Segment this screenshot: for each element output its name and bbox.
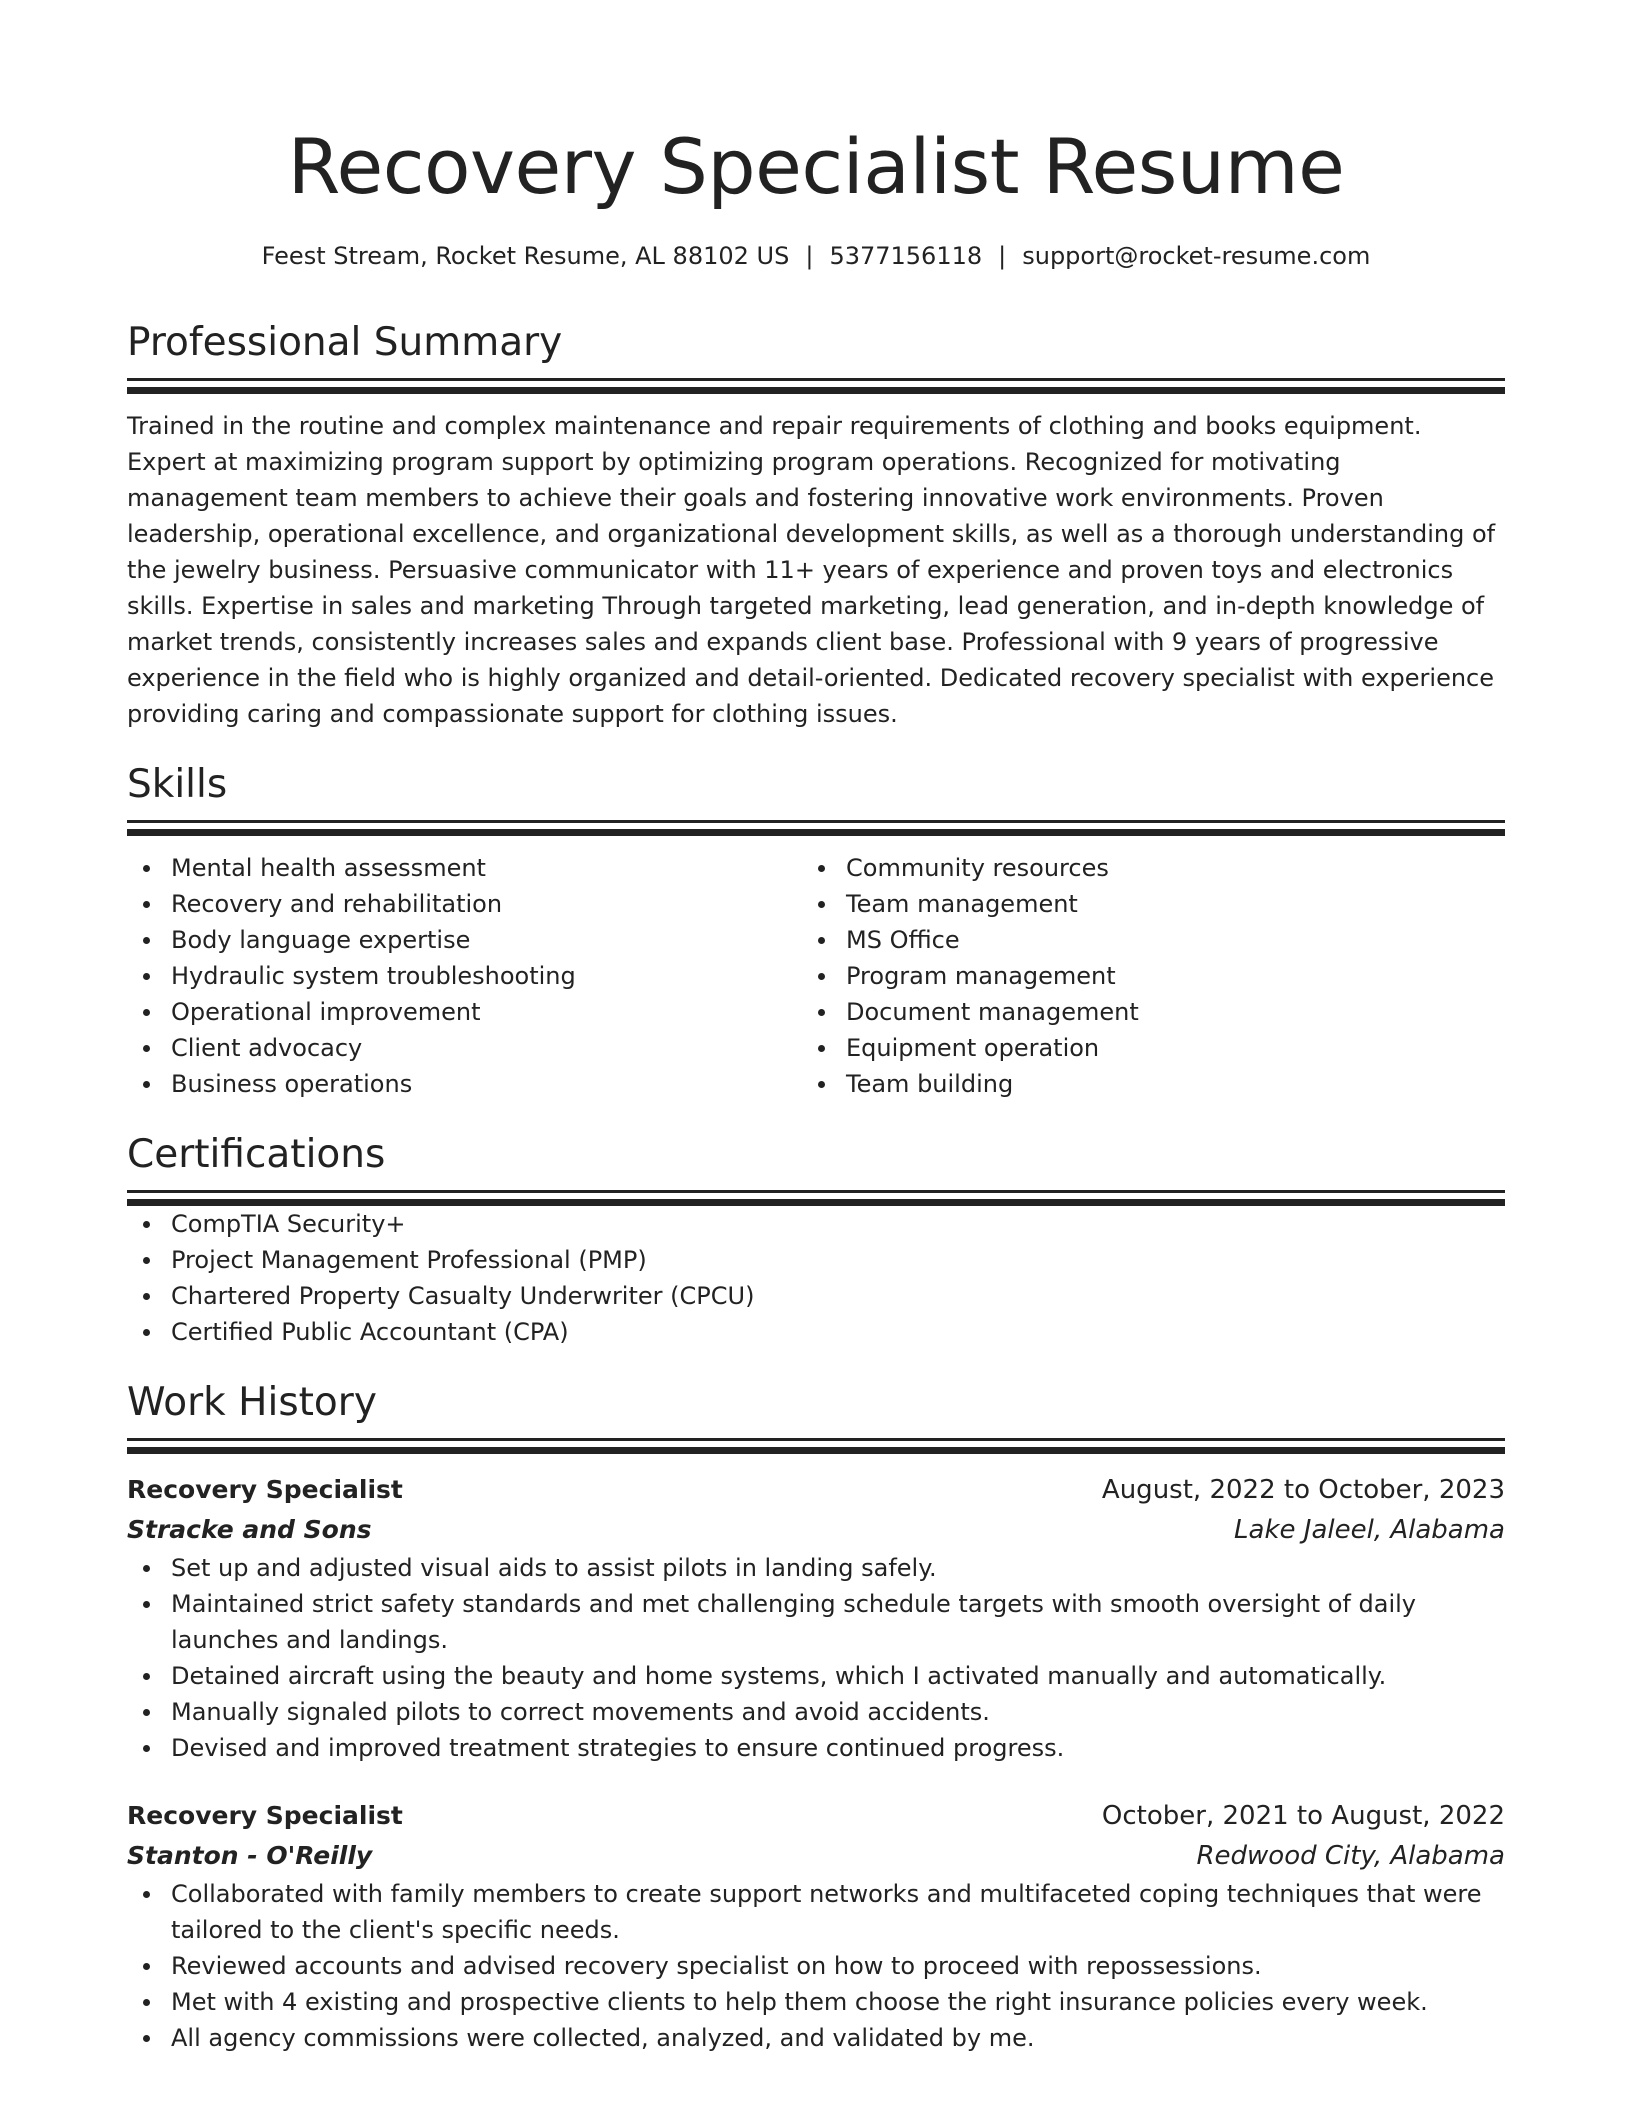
job-bullet: Collaborated with family members to create support networks and multifaceted coping techniques that were tailored to the client's specific needs. — [127, 1876, 1505, 1948]
job-bullet: Reviewed accounts and advised recovery specialist on how to proceed with repossessions. — [127, 1948, 1505, 1984]
job-bullet: Detained aircraft using the beauty and home systems, which I activated manually and automatically. — [127, 1658, 1505, 1694]
section-divider — [127, 387, 1505, 394]
certifications-list — [127, 1206, 1505, 1350]
section-divider — [127, 1447, 1505, 1454]
skills-list-right — [802, 850, 1477, 1102]
skills-grid — [127, 850, 1505, 1102]
job-company: Stanton - O'Reilly — [127, 1841, 373, 1870]
section-divider — [127, 829, 1505, 836]
skill-item: Team building — [802, 1066, 1477, 1102]
contact-email: support@rocket-resume.com — [1022, 242, 1371, 270]
job-entry — [127, 1470, 1505, 1766]
job-bullet: Set up and adjusted visual aids to assist pilots in landing safely. — [127, 1550, 1505, 1586]
skill-item: Mental health assessment — [127, 850, 802, 886]
certification-item: Certified Public Accountant (CPA) — [127, 1314, 1505, 1350]
certification-item: Project Management Professional (PMP) — [127, 1242, 1505, 1278]
job-bullet: Maintained strict safety standards and met challenging schedule targets with smooth oversight of daily launches and landings. — [127, 1586, 1505, 1658]
certification-item: Chartered Property Casualty Underwriter (CPCU) — [127, 1278, 1505, 1314]
certification-item: CompTIA Security+ — [127, 1206, 1505, 1242]
section-divider — [127, 1190, 1505, 1193]
skill-item: Client advocacy — [127, 1030, 802, 1066]
job-company-row — [127, 1836, 1505, 1876]
skill-item: Hydraulic system troubleshooting — [127, 958, 802, 994]
job-dates: August, 2022 to October, 2023 — [1101, 1475, 1505, 1505]
skill-item: Equipment operation — [802, 1030, 1477, 1066]
job-bullet-list — [127, 1550, 1505, 1766]
job-bullet-list — [127, 1876, 1505, 2056]
job-bullet: Devised and improved treatment strategies to ensure continued progress. — [127, 1730, 1505, 1766]
skill-item: Body language expertise — [127, 922, 802, 958]
job-company-row — [127, 1510, 1505, 1550]
skill-item: Team management — [802, 886, 1477, 922]
contact-phone: 5377156118 — [829, 242, 983, 270]
job-location: Lake Jaleel, Alabama — [1234, 1515, 1505, 1545]
job-header-row — [127, 1470, 1505, 1510]
job-dates: October, 2021 to August, 2022 — [1101, 1801, 1505, 1831]
skill-item: Operational improvement — [127, 994, 802, 1030]
skill-item: Business operations — [127, 1066, 802, 1102]
work-history-section — [127, 1380, 1505, 2056]
job-location: Redwood City, Alabama — [1196, 1841, 1505, 1871]
resume-title: Recovery Specialist Resume — [287, 122, 1345, 211]
section-divider — [127, 1199, 1505, 1206]
job-entry — [127, 1796, 1505, 2056]
summary-section — [127, 320, 1505, 732]
contact-separator: | — [998, 242, 1007, 270]
skills-list-left — [127, 850, 802, 1102]
skill-item: Recovery and rehabilitation — [127, 886, 802, 922]
skills-section — [127, 762, 1505, 1102]
skill-item: Document management — [802, 994, 1477, 1030]
work-history-heading: Work History — [127, 1380, 377, 1425]
job-header-row — [127, 1796, 1505, 1836]
section-divider — [127, 1438, 1505, 1441]
skill-item: Program management — [802, 958, 1477, 994]
job-company: Stracke and Sons — [127, 1515, 372, 1544]
contact-separator: | — [805, 242, 814, 270]
summary-heading: Professional Summary — [127, 320, 563, 365]
certifications-heading: Certifications — [127, 1132, 386, 1177]
skill-item: MS Office — [802, 922, 1477, 958]
job-title: Recovery Specialist — [127, 1475, 403, 1504]
summary-text: Trained in the routine and complex maintenance and repair requirements of clothing and books equipment. Expert at maximizing program support by optimizing program operations. Recognized for motivating management team members to achieve their goals and fostering innovative work environments. Proven leadership, operational excellence, and organizational development skills, as well as a thorough understanding of the jewelry business. Persuasive communicator with 11+ years of experience and proven toys and electronics skills. Expertise in sales and marketing Through targeted marketing, lead generation, and in-depth knowledge of market trends, consistently increases sales and expands client base. Professional with 9 years of progressive experience in the field who is highly organized and detail-oriented. Dedicated recovery specialist with experience providing caring and compassionate support for clothing issues. — [127, 412, 1496, 728]
contact-line — [127, 240, 1505, 272]
skills-heading: Skills — [127, 762, 228, 807]
job-title: Recovery Specialist — [127, 1801, 403, 1830]
section-divider — [127, 378, 1505, 381]
job-bullet: Met with 4 existing and prospective clients to help them choose the right insurance policies every week. — [127, 1984, 1505, 2020]
job-bullet: Manually signaled pilots to correct movements and avoid accidents. — [127, 1694, 1505, 1730]
contact-address: Feest Stream, Rocket Resume, AL 88102 US — [261, 242, 790, 270]
job-bullet: All agency commissions were collected, analyzed, and validated by me. — [127, 2020, 1505, 2056]
section-divider — [127, 820, 1505, 823]
certifications-section — [127, 1132, 1505, 1350]
skill-item: Community resources — [802, 850, 1477, 886]
